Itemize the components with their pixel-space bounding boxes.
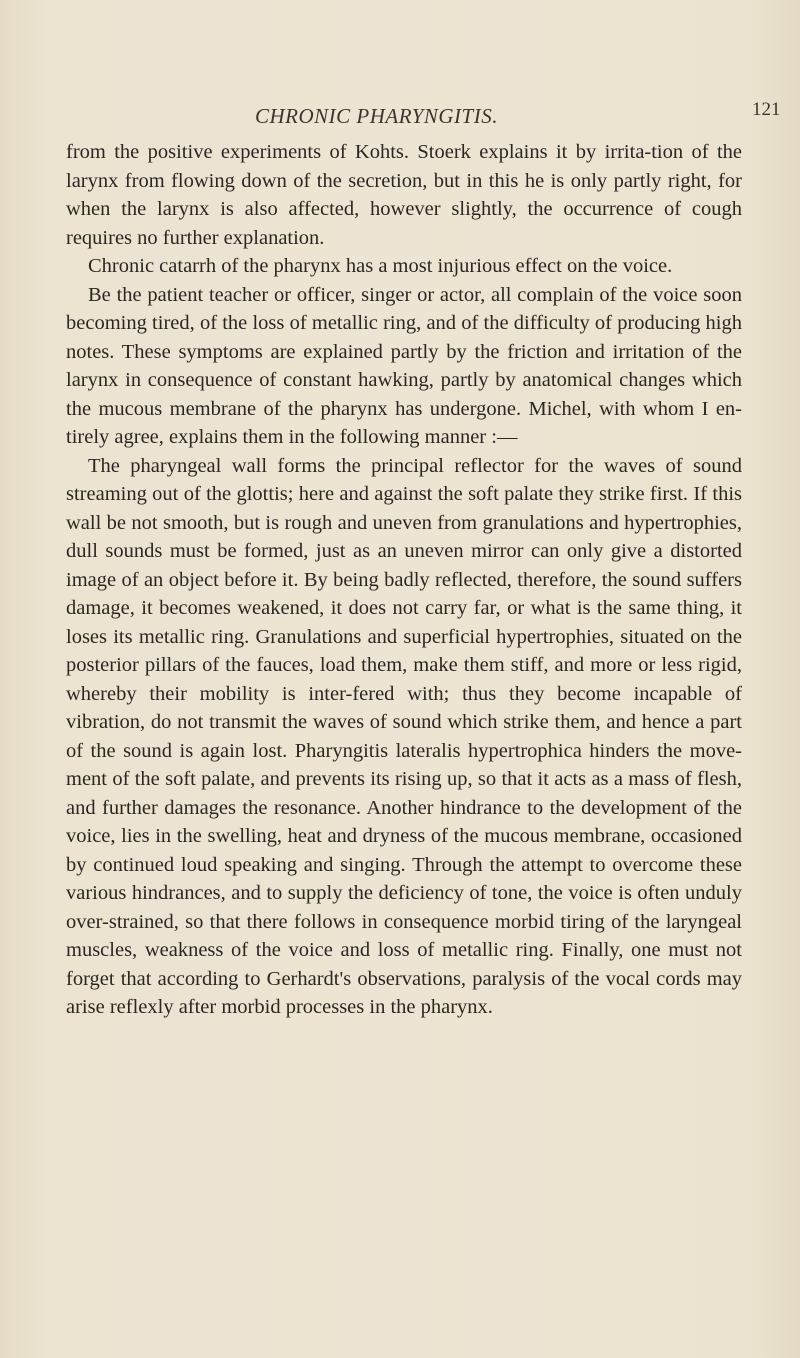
page-number: 121	[752, 99, 781, 120]
body-text	[66, 138, 742, 1022]
paragraph-continuation: from the positive experiments of Kohts. Stoerk explains it by irrita-tion of the larynx from flowing down of the secretion, but in this he is only partly right, for when the larynx is also affected, however slightly, the occurrence of cough requires no further explanation.	[66, 141, 742, 249]
paragraph: Chronic catarrh of the pharynx has a most injurious effect on the voice.	[88, 255, 673, 277]
paragraph: Be the patient teacher or officer, singer or actor, all complain of the voice soon becoming tired, of the loss of metallic ring, and of the difficulty of producing high notes. These symptoms are explained partly by the friction and irritation of the larynx in consequence of constant hawking, partly by anatomical changes which the mucous membrane of the pharynx has undergone. Michel, with whom I en-tirely agree, explains them in the following manner :—	[66, 283, 742, 448]
running-title: CHRONIC PHARYNGITIS.	[255, 104, 498, 128]
paragraph: The pharyngeal wall forms the principal reflector for the waves of sound streaming out of the glottis; here and against the soft palate they strike first. If this wall be not smooth, but is rough and uneven from granulations and hypertrophies, dull sounds must be formed, just as an uneven mirror can only give a distorted image of an object before it. By being badly reflected, therefore, the sound suffers damage, it becomes weakened, it does not carry far, or what is the same thing, it loses its metallic ring. Granulations and superficial hypertrophies, situated on the posterior pillars of the fauces, load them, make them stiff, and more or less rigid, whereby their mobility is inter-fered with; thus they become incapable of vibration, do not transmit the waves of sound which strike them, and hence a part of the sound is again lost. Pharyngitis lateralis hypertrophica hinders the move-ment of the soft palate, and prevents its rising up, so that it acts as a mass of flesh, and further damages the resonance. Another hindrance to the development of the voice, lies in the swelling, heat and dryness of the mucous membrane, occasioned by continued loud speaking and singing. Through the attempt to overcome these various hindrances, and to supply the deficiency of tone, the voice is often unduly over-strained, so that there follows in consequence morbid tiring of the laryngeal muscles, weakness of the voice and loss of metallic ring. Finally, one must not forget that according to Gerhardt's observations, paralysis of the vocal cords may arise reflexly after morbid processes in the pharynx.	[66, 454, 742, 1018]
